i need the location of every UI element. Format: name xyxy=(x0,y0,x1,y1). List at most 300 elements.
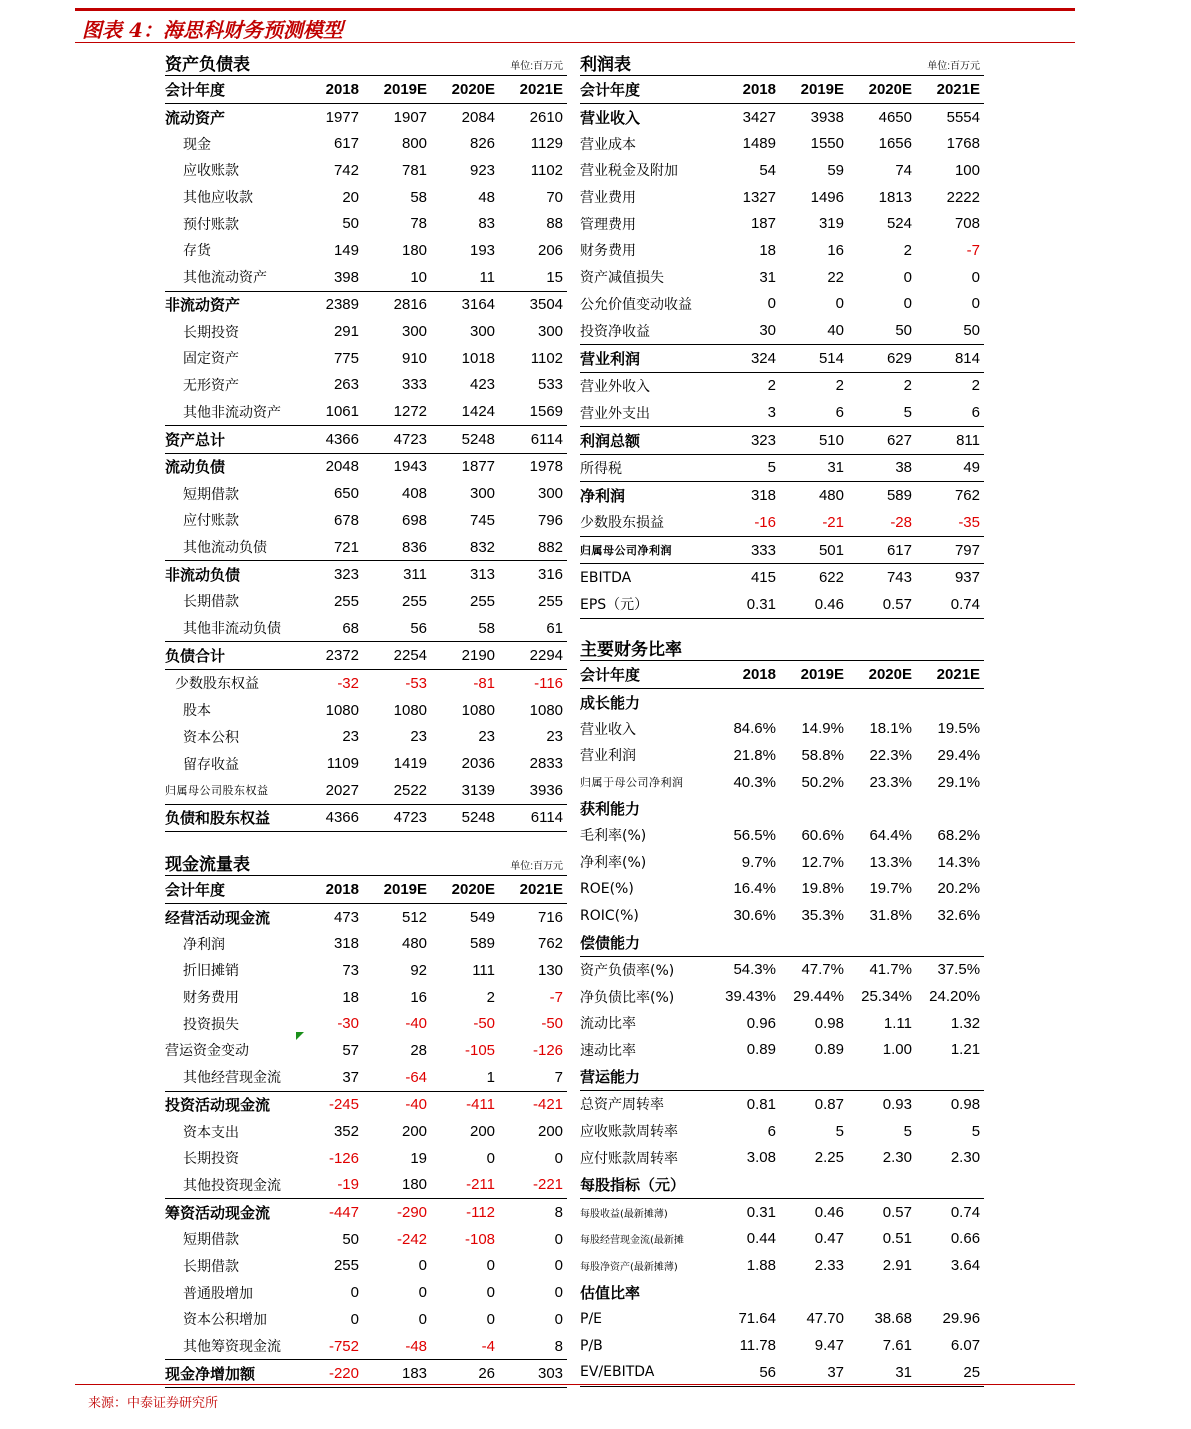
cell-value: 300 xyxy=(537,485,564,503)
cell-value: 311 xyxy=(403,566,428,584)
cell-value: 187 xyxy=(750,215,776,233)
table-row xyxy=(580,1252,984,1279)
cell-value: 16 xyxy=(410,988,428,1006)
row-label: EBITDA xyxy=(580,569,632,586)
row-label: 营业外收入 xyxy=(580,378,650,395)
row-label: 其他流动负债 xyxy=(165,534,295,561)
cell-value: 324 xyxy=(712,344,780,372)
cell-value: 0 xyxy=(486,1257,496,1275)
cell-value: -32 xyxy=(337,674,359,692)
cell-value xyxy=(780,795,848,822)
cell-value: 58 xyxy=(431,615,499,642)
cell-value: 1129 xyxy=(530,135,564,153)
cell-value: 22 xyxy=(827,268,844,286)
cell-value: 50.2% xyxy=(801,773,844,791)
table-row xyxy=(165,480,567,507)
cell-value: 678 xyxy=(333,511,359,529)
table-row xyxy=(580,795,984,822)
cell-value: -290 xyxy=(396,1204,428,1222)
cell-value: -35 xyxy=(916,509,984,536)
cell-value: 30 xyxy=(712,317,780,344)
cell-value xyxy=(780,1279,848,1306)
cell-value: 2.91 xyxy=(882,1256,912,1274)
cell-value xyxy=(916,688,984,715)
cell-value: 524 xyxy=(886,215,912,233)
row-label: 长期投资 xyxy=(183,1151,239,1168)
table-row xyxy=(580,482,984,509)
cell-value xyxy=(712,1171,780,1198)
cell-value: 5 xyxy=(903,1122,912,1140)
cell-value: 0.31 xyxy=(746,1203,776,1221)
cell-value: -81 xyxy=(473,674,496,692)
cell-value: 56.5% xyxy=(733,826,776,844)
table-row xyxy=(580,902,984,929)
cell-value: 58 xyxy=(410,188,428,206)
cell-value: 40 xyxy=(780,317,848,344)
table-title-row xyxy=(165,48,567,76)
cell-value: 38.68 xyxy=(874,1310,912,1328)
cell-value: 1424 xyxy=(431,398,499,425)
cell-value: 1489 xyxy=(742,135,776,153)
row-label: ROIC(%) xyxy=(580,907,639,924)
cell-value: 2389 xyxy=(325,296,359,314)
table-row xyxy=(580,1332,984,1359)
cell-value: 1109 xyxy=(326,755,359,773)
cell-value: 826 xyxy=(469,135,496,153)
cell-value: 2.33 xyxy=(814,1256,844,1274)
cell-value: 10 xyxy=(363,264,431,291)
row-label: 归属母公司净利润 xyxy=(580,536,712,564)
table-row xyxy=(580,1091,984,1118)
table-row xyxy=(580,454,984,482)
cell-value: 0.74 xyxy=(916,591,984,618)
table-row xyxy=(580,742,984,769)
cell-value: 23 xyxy=(342,728,359,746)
row-label: 经营活动现金流 xyxy=(165,908,271,927)
cell-value: 28 xyxy=(410,1041,428,1059)
cell-value: 1977 xyxy=(325,108,359,126)
cell-value: 61 xyxy=(499,615,567,642)
cell-value: 2610 xyxy=(529,108,564,126)
column-header: 2021E xyxy=(499,876,567,904)
row-label: 无形资产 xyxy=(183,377,239,394)
cell-value: 3938 xyxy=(810,108,844,126)
row-label: 应付账款周转率 xyxy=(580,1150,678,1167)
cell-value: 4650 xyxy=(878,108,912,126)
cell-value: 622 xyxy=(818,569,844,587)
row-label: 估值比率 xyxy=(580,1283,641,1302)
cell-value: 9.7% xyxy=(741,853,776,871)
page-title: 图表 4：海思科财务预测模型 xyxy=(82,18,343,42)
row-label: 流动负债 xyxy=(165,458,226,477)
cell-value: -48 xyxy=(363,1333,431,1360)
cell-value: 73 xyxy=(342,961,359,979)
table-row xyxy=(165,398,567,425)
table-row xyxy=(165,670,567,697)
table-row xyxy=(580,849,984,876)
cell-value: -16 xyxy=(712,509,780,536)
cell-value: 0 xyxy=(486,1149,496,1167)
cell-value: -50 xyxy=(473,1015,496,1033)
cell-value: 11 xyxy=(431,264,499,291)
table-row xyxy=(580,876,984,903)
table-row xyxy=(165,697,567,724)
cell-value: 47.70 xyxy=(806,1310,844,1328)
cell-value: 39.43% xyxy=(725,988,776,1006)
row-label: 管理费用 xyxy=(580,216,636,233)
cell-value: 2048 xyxy=(325,458,359,476)
cell-value: 910 xyxy=(401,349,428,367)
cell-value: 1907 xyxy=(393,108,428,126)
cell-value: 40.3% xyxy=(733,773,776,791)
cell-value: 836 xyxy=(363,534,431,561)
cell-value: 8 xyxy=(499,1333,567,1360)
row-label: 其他经营现金流 xyxy=(165,1064,295,1091)
table-row xyxy=(165,1010,567,1037)
table-row xyxy=(580,1306,984,1333)
cell-value: -50 xyxy=(541,1015,564,1033)
table-row xyxy=(580,344,984,372)
table-row xyxy=(165,588,567,615)
cell-value: -21 xyxy=(780,509,848,536)
cell-value: 0.47 xyxy=(814,1230,844,1248)
cell-value: 2522 xyxy=(363,777,431,804)
table-row xyxy=(165,103,567,130)
table-row xyxy=(165,750,567,777)
cell-value: 415 xyxy=(750,569,776,587)
cell-value: 23 xyxy=(546,728,564,746)
cell-value: 0.96 xyxy=(746,1014,776,1032)
cell-value: 303 xyxy=(499,1360,567,1388)
cell-value: 47.7% xyxy=(801,961,844,979)
cell-value: 180 xyxy=(363,1172,431,1199)
cell-value: 629 xyxy=(848,344,916,372)
row-label: 投资净收益 xyxy=(580,317,712,344)
cell-value: 1.88 xyxy=(746,1256,776,1274)
cell-value: 1569 xyxy=(499,398,567,425)
row-label: 营业利润 xyxy=(580,748,636,765)
cell-value: 797 xyxy=(916,536,984,564)
cell-value: 316 xyxy=(537,566,564,584)
cell-value: -112 xyxy=(466,1204,496,1222)
table-row xyxy=(580,769,984,796)
cell-value: 745 xyxy=(469,511,496,529)
cell-value: 31 xyxy=(759,268,776,286)
cell-value: 1102 xyxy=(530,161,564,179)
cell-value: 333 xyxy=(401,376,428,394)
row-label: 资产总计 xyxy=(165,425,295,453)
cell-value: 2 xyxy=(903,241,912,259)
cell-value: 796 xyxy=(537,511,564,529)
table-row xyxy=(165,534,567,561)
table-row xyxy=(165,1199,567,1226)
cell-value: 2036 xyxy=(461,755,496,773)
row-label: 流动比率 xyxy=(580,1016,636,1033)
table-row xyxy=(165,1279,567,1306)
table-row xyxy=(165,453,567,480)
cell-value: 19.8% xyxy=(801,880,844,898)
row-label: 应收账款 xyxy=(183,163,239,180)
cell-value: -53 xyxy=(405,674,428,692)
table-row xyxy=(165,930,567,957)
cell-value: 0.87 xyxy=(814,1095,844,1113)
table-row xyxy=(580,1171,984,1198)
table-row xyxy=(165,184,567,211)
row-label: 营运资金变动 xyxy=(165,1043,249,1060)
row-label: 负债合计 xyxy=(165,642,295,670)
cell-value: 200 xyxy=(469,1123,496,1141)
cell-value: 6 xyxy=(780,399,848,426)
table-row xyxy=(580,237,984,264)
cell-value: 5248 xyxy=(431,804,499,832)
table-row xyxy=(580,591,984,618)
table-title: 现金流量表 xyxy=(165,855,250,875)
column-header: 会计年度 xyxy=(580,661,712,689)
cell-value: 29.44% xyxy=(793,988,844,1006)
table-row xyxy=(580,399,984,426)
cell-value: -447 xyxy=(328,1204,359,1222)
cell-value xyxy=(780,1171,848,1198)
cell-value: 589 xyxy=(886,487,912,505)
table-row xyxy=(580,157,984,184)
cell-value: 23.3% xyxy=(869,773,912,791)
cell-value: 0.89 xyxy=(814,1041,844,1059)
table-row xyxy=(580,1037,984,1064)
table-row xyxy=(580,1144,984,1171)
row-label: 营业外支出 xyxy=(580,399,712,426)
cell-value: 323 xyxy=(333,566,359,584)
column-header: 2021E xyxy=(916,661,984,689)
cell-value: 1496 xyxy=(810,188,844,206)
cell-value: 1080 xyxy=(393,701,428,719)
cell-value: 5 xyxy=(712,454,780,482)
row-label: ROE(%) xyxy=(580,880,634,897)
cell-value: 814 xyxy=(916,344,984,372)
cell-value: 0.46 xyxy=(814,1203,844,1221)
row-label: 净利率(%) xyxy=(580,855,647,872)
cell-value: 533 xyxy=(537,376,564,394)
cell-value: 16.4% xyxy=(733,880,776,898)
cell-value: 74 xyxy=(895,161,912,179)
table-row xyxy=(165,210,567,237)
cell-value: 9.47 xyxy=(814,1337,844,1355)
cell-value: 255 xyxy=(333,592,359,610)
cell-value: 5 xyxy=(971,1122,981,1140)
row-label: 资产减值损失 xyxy=(580,270,664,287)
cell-value: -30 xyxy=(337,1015,359,1033)
cell-value: 0.81 xyxy=(746,1095,776,1113)
row-label: 其他非流动资产 xyxy=(165,398,295,425)
cell-value: 0.51 xyxy=(882,1230,912,1248)
cell-value: 2027 xyxy=(295,777,363,804)
cell-value: 0.98 xyxy=(950,1095,981,1113)
cell-value: 20.2% xyxy=(937,880,981,898)
row-label: 资本公积增加 xyxy=(183,1312,267,1329)
cell-value: 4723 xyxy=(363,425,431,453)
cell-value: 1656 xyxy=(878,135,912,153)
footer-rule xyxy=(75,1384,1075,1385)
row-label: 速动比率 xyxy=(580,1042,636,1059)
cell-value xyxy=(780,929,848,956)
unit-label: 单位:百万元 xyxy=(927,61,980,72)
table-row xyxy=(580,509,984,536)
cell-value: 2833 xyxy=(529,755,564,773)
cell-value: 698 xyxy=(401,511,428,529)
cell-value: 300 xyxy=(469,485,496,503)
row-label: 留存收益 xyxy=(183,756,239,773)
column-header: 2018 xyxy=(295,76,363,104)
table-row xyxy=(165,507,567,534)
cell-value: 762 xyxy=(537,935,564,953)
cell-value: 56 xyxy=(363,615,431,642)
cell-value: -105 xyxy=(464,1041,496,1059)
row-label: 营业成本 xyxy=(580,136,636,153)
cell-value: 2372 xyxy=(295,642,363,670)
table-row xyxy=(580,1279,984,1306)
cell-value: 1018 xyxy=(461,349,496,367)
table-row xyxy=(580,184,984,211)
unit-label: 单位:百万元 xyxy=(510,861,564,872)
row-label: 筹资活动现金流 xyxy=(165,1204,271,1223)
cell-value: 0 xyxy=(554,1257,564,1275)
cell-value: 0 xyxy=(971,268,980,286)
table-row xyxy=(165,1118,567,1145)
cell-value: 650 xyxy=(333,485,359,503)
table-row xyxy=(165,425,567,453)
cell-value: 408 xyxy=(401,485,428,503)
cell-value: 323 xyxy=(712,426,780,454)
row-label: 应收账款周转率 xyxy=(580,1124,678,1141)
column-header-row xyxy=(165,876,567,904)
cell-value: 70 xyxy=(546,188,564,206)
cell-value: 18.1% xyxy=(869,720,912,738)
table-row xyxy=(165,561,567,588)
table-row xyxy=(580,536,984,564)
cell-value: 1.00 xyxy=(882,1041,912,1059)
cell-value: 4366 xyxy=(295,425,363,453)
cell-value: 111 xyxy=(472,961,496,979)
column-header-row xyxy=(580,661,984,689)
cell-value xyxy=(916,929,984,956)
row-label: 每股净资产(最新摊薄) xyxy=(580,1261,678,1273)
table-row xyxy=(580,372,984,399)
table-row xyxy=(165,804,567,832)
cell-value: 1080 xyxy=(461,701,496,719)
cell-value: 78 xyxy=(410,215,428,233)
cell-value: 5554 xyxy=(946,108,980,126)
cell-value: 423 xyxy=(469,376,496,394)
table-row xyxy=(580,1063,984,1090)
table-row xyxy=(165,1306,567,1333)
row-label: 折旧摊销 xyxy=(183,963,239,980)
cell-value: 19.7% xyxy=(869,880,912,898)
cell-value: 19 xyxy=(410,1149,428,1167)
column-header: 会计年度 xyxy=(165,76,295,104)
cell-value: 57 xyxy=(342,1041,359,1059)
cell-value: 510 xyxy=(780,426,848,454)
table-row xyxy=(165,615,567,642)
row-label: P/B xyxy=(580,1337,603,1354)
table-row xyxy=(165,1333,567,1360)
cell-value: -220 xyxy=(295,1360,363,1388)
table-row xyxy=(580,1359,984,1386)
cell-value: -245 xyxy=(328,1096,359,1114)
cell-value: 50 xyxy=(342,1230,359,1248)
row-label: 财务费用 xyxy=(183,990,239,1007)
cell-value: 92 xyxy=(410,961,428,979)
cell-value: 0.57 xyxy=(848,591,916,618)
table-row xyxy=(165,1037,567,1064)
row-label: 其他应收款 xyxy=(183,190,253,207)
cell-value: 206 xyxy=(537,241,564,259)
cell-value: 1943 xyxy=(393,458,428,476)
cell-value: 0 xyxy=(350,1310,359,1328)
cell-value: 589 xyxy=(469,935,496,953)
cell-value: -108 xyxy=(464,1230,496,1248)
cell-value: -411 xyxy=(466,1096,496,1114)
table-row xyxy=(580,1198,984,1225)
row-label: 长期投资 xyxy=(183,324,239,341)
column-header-row xyxy=(580,76,984,104)
cell-value: 923 xyxy=(469,161,496,179)
cell-value: 15 xyxy=(499,264,567,291)
cell-value: 3427 xyxy=(742,108,776,126)
cell-value: 1419 xyxy=(393,755,428,773)
row-label: 短期借款 xyxy=(183,1232,239,1249)
cell-value: 180 xyxy=(401,241,428,259)
cell-value: 318 xyxy=(333,935,359,953)
table-row xyxy=(165,642,567,670)
cell-value: 32.6% xyxy=(937,907,981,925)
cell-value: 1.11 xyxy=(883,1014,912,1032)
cell-value: 31 xyxy=(780,454,848,482)
column-header: 2018 xyxy=(295,876,363,904)
cell-value: 0.98 xyxy=(814,1014,844,1032)
cell-value: 22.3% xyxy=(869,746,912,764)
column-header: 2021E xyxy=(916,76,984,104)
row-label: 普通股增加 xyxy=(183,1285,253,1302)
table-row xyxy=(165,237,567,264)
cell-value: 50 xyxy=(916,317,984,344)
table-row xyxy=(165,345,567,372)
row-label: 利润总额 xyxy=(580,426,712,454)
cell-value: 0.46 xyxy=(780,591,848,618)
row-label: 存货 xyxy=(183,243,211,260)
cell-value: 3139 xyxy=(431,777,499,804)
cell-value: 11.78 xyxy=(739,1337,776,1355)
row-label: 其他非流动负债 xyxy=(165,615,295,642)
table-title-row xyxy=(165,848,567,876)
cell-value: 60.6% xyxy=(801,826,844,844)
cell-value: 0 xyxy=(486,1284,496,1302)
cell-value: 2.30 xyxy=(882,1149,912,1167)
cell-value: 21.8% xyxy=(733,746,776,764)
cell-value xyxy=(712,1063,780,1090)
cell-value: 811 xyxy=(916,426,984,454)
cell-value: 5 xyxy=(848,399,916,426)
cell-value: 0 xyxy=(835,295,844,313)
row-label: 毛利率(%) xyxy=(580,828,647,845)
row-label: 流动资产 xyxy=(165,108,226,127)
cashflow-table xyxy=(165,848,567,1388)
cell-value: 6.07 xyxy=(950,1337,981,1355)
row-label: 偿债能力 xyxy=(580,929,712,956)
cell-value: 50 xyxy=(848,317,916,344)
cell-value xyxy=(848,929,916,956)
row-label: 每股收益(最新摊薄) xyxy=(580,1208,668,1220)
row-label: 获利能力 xyxy=(580,800,641,819)
column-header: 2018 xyxy=(712,76,780,104)
